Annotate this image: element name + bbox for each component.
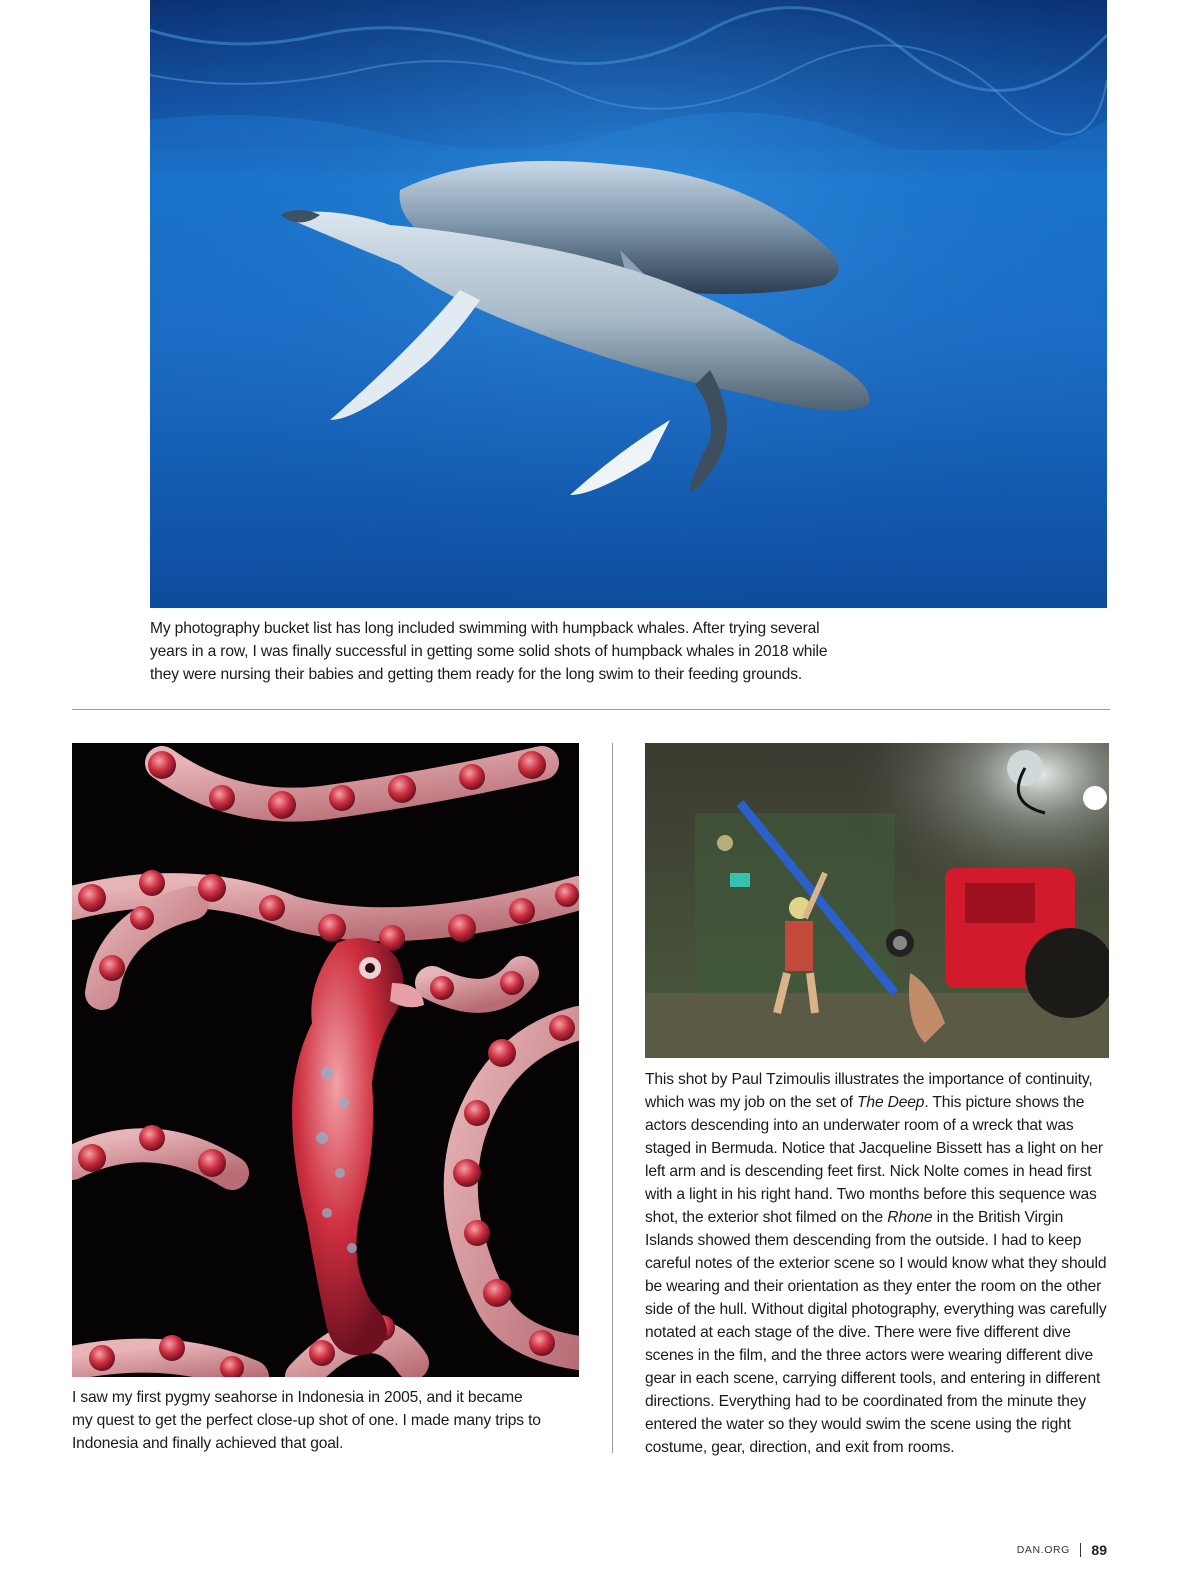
seahorse-caption: I saw my first pygmy seahorse in Indonesia in 2005, and it became my quest to get the perfect close-up shot of one. I made many trips to Indonesia and finally achieved that goal. (72, 1389, 541, 1452)
film-title-the-deep: The Deep (857, 1094, 925, 1111)
section-divider (72, 709, 1110, 710)
movie-caption-text-2: . This picture shows the actors descending into an underwater room of a wreck that was staged in Bermuda. Notice that Jacqueline Bissett has a light on her left arm and is descending feet first. Nick Nolte comes in head first with a light in his right hand. Two months before this sequence was shot, the exterior shot filmed on the (645, 1094, 1103, 1226)
wreck-name-rhone: Rhone (887, 1209, 933, 1226)
footer-site-link[interactable]: DAN.ORG (1016, 1544, 1070, 1556)
movie-caption-text-1: This shot by Paul Tzimoulis illustrates the importance of continuity, which was my job on the set of (645, 1071, 1093, 1111)
column-divider (612, 743, 613, 1453)
footer-separator (1080, 1543, 1082, 1557)
pygmy-seahorse-photo (72, 743, 579, 1377)
page-number: 89 (1091, 1542, 1107, 1558)
humpback-whale-photo (150, 0, 1107, 608)
movie-caption (645, 1068, 1110, 1459)
page-footer (1017, 1541, 1107, 1559)
movie-caption-text-3: in the British Virgin Islands showed them descending from the outside. I had to keep careful notes of the exterior scene so I would know what they should be wearing and their orientation as they enter the room on the other side of the hull. Without digital photography, everything was carefully notated at each stage of the dive. There were five different dive scenes in the film, and the three actors were wearing different dive gear in each scene, carrying different tools, and entering in different directions. Everything had to be coordinated from the minute they entered the water so they would swim the scene using the right costume, gear, direction, and exit from rooms. (645, 1209, 1107, 1456)
whale-caption: My photography bucket list has long included swimming with humpback whales. After trying several years in a row, I was finally successful in getting some solid shots of humpback whales in 2018 while they were nursing their babies and getting them ready for the long swim to their feeding grounds. (150, 620, 828, 683)
the-deep-film-set-photo (645, 743, 1109, 1058)
